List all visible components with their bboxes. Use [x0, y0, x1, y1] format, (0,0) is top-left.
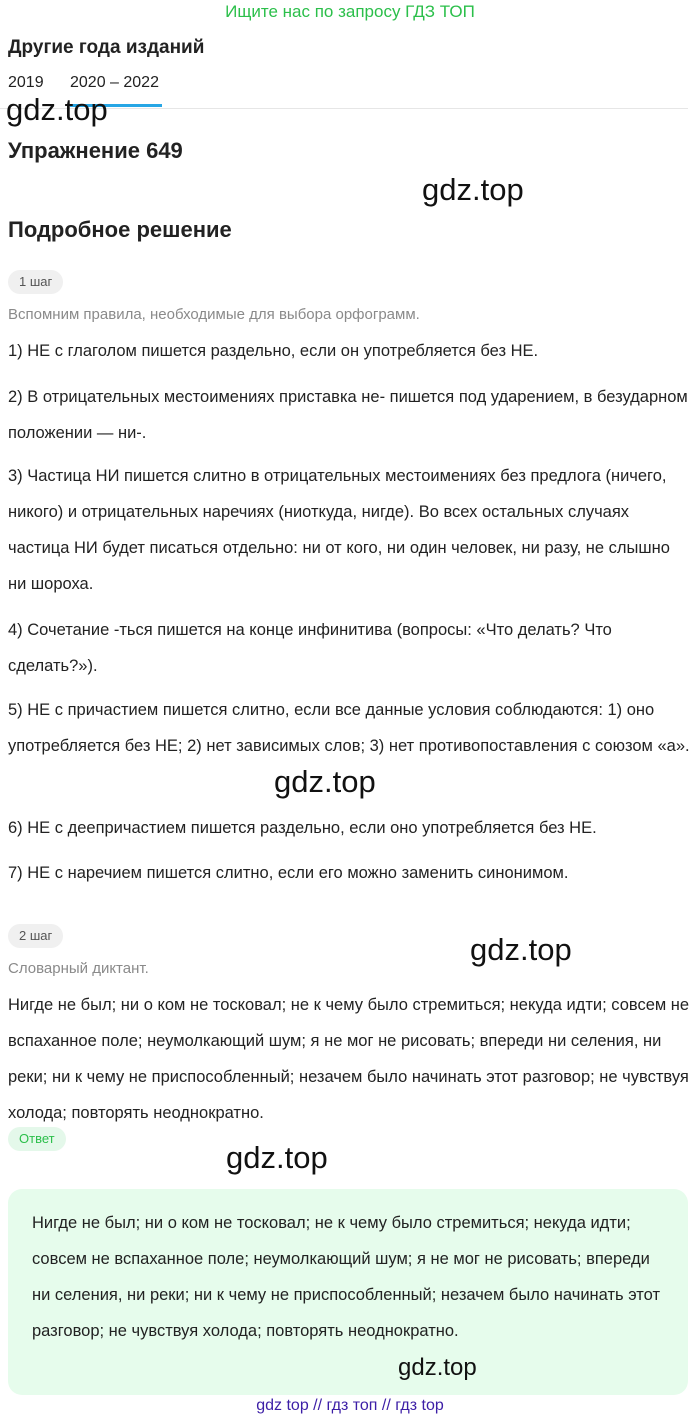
exercise-title: Упражнение 649	[8, 138, 183, 163]
footer-links	[0, 1397, 700, 1415]
rule-paragraph: 2) В отрицательных местоимениях приставка не- пишется под ударением, в безударном положении — ни-.	[8, 388, 688, 442]
footer-link[interactable]: gdz top	[256, 1397, 309, 1414]
answer-text: Нигде не был; ни о ком не тосковал; не к чему было стремиться; некуда идти; совсем не вспаханное поле; неумолкающий шум; я не мог не рисовать; впереди ни селения, ни реки; ни к чему не приспособленный; незачем было начинать этот разговор; не чувствуя холода; повторять неоднократно.	[32, 1214, 660, 1340]
answer-box	[8, 1189, 688, 1395]
rule-paragraph: 5) НЕ с причастием пишется слитно, если все данные условия соблюдаются: 1) оно употребляется без НЕ; 2) нет зависимых слов; 3) нет противопоставления с союзом «а».	[8, 701, 690, 755]
step-badge: 1 шаг	[8, 270, 63, 294]
tab-year-2019[interactable]: 2019	[8, 74, 44, 91]
answer-badge: Ответ	[8, 1127, 66, 1151]
solution-title: Подробное решение	[8, 217, 232, 242]
rule-paragraph: 7) НЕ с наречием пишется слитно, если его можно заменить синонимом.	[8, 864, 569, 882]
footer-separator: //	[313, 1397, 323, 1414]
watermark: gdz.top	[470, 932, 572, 967]
rule-paragraph: 1) НЕ с глаголом пишется раздельно, если он употребляется без НЕ.	[8, 342, 539, 360]
step-badge: 2 шаг	[8, 924, 63, 948]
dictation-paragraph: Нигде не был; ни о ком не тосковал; не к чему было стремиться; некуда идти; совсем не вспаханное поле; неумолкающий шум; я не мог не рисовать; впереди ни селения, ни реки; ни к чему не приспособленный; незачем было начинать этот разговор; не чувствуя холода; повторять неоднократно.	[8, 996, 690, 1122]
footer-separator: //	[381, 1397, 391, 1414]
step-note: Словарный диктант.	[8, 960, 149, 977]
rule-paragraph: 4) Сочетание -ться пишется на конце инфинитива (вопросы: «Что делать? Что сделать?»).	[8, 621, 612, 675]
rule-paragraph: 6) НЕ с деепричастием пишется раздельно, если оно употребляется без НЕ.	[8, 819, 597, 837]
watermark: gdz.top	[226, 1140, 328, 1175]
rule-paragraph: 3) Частица НИ пишется слитно в отрицательных местоимениях без предлога (ничего, никого) и отрицательных наречиях (ниоткуда, нигде). Во всех остальных случаях частица НИ будет писаться отдельно: ни от кого, ни один человек, ни разу, не слышно ни шороха.	[8, 467, 670, 593]
watermark: gdz.top	[398, 1354, 477, 1381]
footer-link[interactable]: гдз топ	[326, 1397, 378, 1414]
tab-year-2020-2022[interactable]: 2020 – 2022	[70, 74, 159, 91]
other-years-heading: Другие года изданий	[8, 37, 205, 58]
search-promo-banner[interactable]: Ищите нас по запросу ГДЗ ТОП	[225, 2, 475, 21]
footer-link[interactable]: гдз top	[395, 1397, 444, 1414]
step-note: Вспомним правила, необходимые для выбора орфограмм.	[8, 306, 420, 323]
watermark: gdz.top	[274, 764, 376, 799]
watermark: gdz.top	[422, 172, 524, 207]
watermark: gdz.top	[6, 92, 108, 127]
